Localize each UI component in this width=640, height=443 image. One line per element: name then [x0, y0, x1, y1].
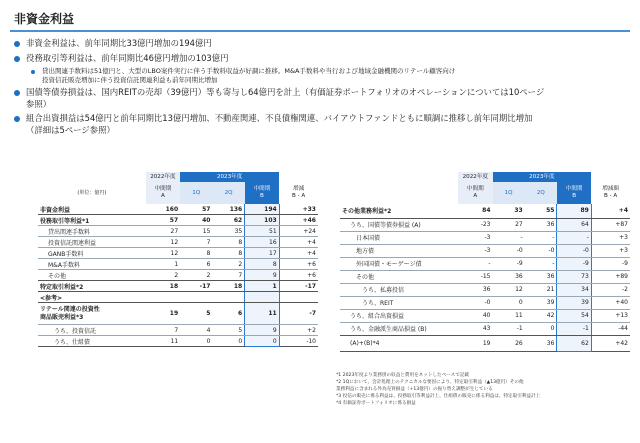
col-2q: 2Q	[525, 182, 557, 204]
footnote: 業務利益に含まれる外為売買損益（+13億円）の振り替え調整が生じている	[336, 387, 493, 392]
table-row: その他 -15 36 36 73 +89	[340, 270, 630, 283]
bullet-text: 参照）	[26, 98, 52, 109]
unit-label: (単位：億円)	[77, 189, 107, 196]
sub-bullet-text: 貸出関連手数料は51億円と、大型のLBO案件実行に伴う手数料収益が好調に推移。M&A手数料や当行および地域金融機関のリテール顧客向け	[42, 67, 456, 75]
col-b: 中間期 B	[245, 182, 279, 204]
table-row: リテール関連の投資性 商品販売利益*3 19 5 6 11 -7	[38, 303, 318, 325]
col-1q: 1Q	[493, 182, 525, 204]
bullet-text: 役務取引等利益は、前年同期比46億円増加の103億円	[26, 52, 229, 63]
table-row: 地方債 -3 -0 -0 -0 +3	[340, 244, 630, 257]
bullet-text: 非資金利益は、前年同期比33億円増加の194億円	[26, 38, 212, 48]
sub-bullet-text: 投資信託販売増加に伴う投資信託関連利益も前年同期比増加	[42, 76, 218, 84]
table-row: 貸出関連手数料 27 15 35 51 +24	[38, 226, 318, 237]
table-row: うち、金融派生商品損益 (B) 43 -1 0 -1 -44	[340, 322, 630, 335]
footnote: *1 2023年度より業務別の収益と費用をネットしたベースで記載	[336, 373, 469, 378]
year-cur: 2023年度	[180, 172, 279, 182]
year-cur: 2023年度	[493, 172, 592, 182]
col-a: 中間期 A	[458, 182, 492, 204]
table-row: (A)+(B)*4 19 26 36 62 +42	[340, 335, 630, 351]
left-table	[38, 172, 318, 347]
year-prev: 2022年度	[458, 172, 492, 182]
table-row: <参考>	[38, 292, 318, 303]
table-row: その他 2 2 7 9 +6	[38, 270, 318, 281]
col-2q: 2Q	[212, 182, 244, 204]
table-row: うち、私募投信 36 12 21 34 -2	[340, 283, 630, 296]
table-row: 外国国債・モーゲージ債 - -9 - -9 -9	[340, 257, 630, 270]
table-row: うち、投資信託 7 4 5 9 +2	[38, 325, 318, 336]
bullet-1	[12, 38, 630, 50]
table-row: うち、REIT -0 0 39 39 +40	[340, 296, 630, 309]
col-diff: 増減額 B - A	[602, 186, 620, 199]
footnote: *3 投信の販売に係る利益は、役務取引等利益計上、仕組債の販売に係る利益は、特定取引利益計上	[336, 394, 541, 399]
sub-bullet-1	[12, 67, 630, 85]
table-row: その他業務利益*2 84 33 55 89 +4	[340, 204, 630, 218]
col-a: 中間期 A	[146, 182, 180, 204]
page-title: 非資金利益	[14, 12, 75, 26]
col-1q: 1Q	[180, 182, 212, 204]
title-rule	[10, 30, 630, 32]
right-table	[340, 172, 630, 352]
table-row: うち、組合出資損益 40 11 42 54 +13	[340, 309, 630, 322]
bullet-4	[12, 113, 630, 136]
table-row: 特定取引利益*2 18 -17 18 1 -17	[40, 282, 316, 291]
bullet-text: （詳細は5ページ参照）	[26, 124, 115, 135]
table-row: うち、仕組債 11 0 0 0 -10	[38, 336, 318, 347]
bullet-2	[12, 53, 630, 65]
bullet-text: 国債等債券損益は、国内REITの売却（39億円）等も寄与し64億円を計上（有価証券ポートフォリオのオペレーションについては10ページ	[26, 87, 545, 97]
footnote: *2 1Qにおいて、会計処理上のテクニカルな要因により、特定取引利益（▲13億円）その他	[336, 380, 524, 385]
bullet-text: 組合出資損益は54億円と前年同期比13億円増加、不動産関連、不良債権関連、バイアウトファンドともに順調に推移し前年同期比増加	[26, 113, 533, 123]
footnote: *4 有価証券ポートフォリオに係る損益	[336, 401, 416, 406]
table-row: GANB手数料 12 8 8 17 +4	[38, 248, 318, 259]
year-prev: 2022年度	[146, 172, 180, 182]
bullet-list	[12, 38, 630, 139]
table-row: 非資金利益 160 57 136 194 +33	[40, 205, 316, 214]
col-diff: 増減 B - A	[291, 186, 306, 199]
table-row: うち、国債等債券損益 (A) -23 27 36 64 +87	[340, 218, 630, 231]
col-b: 中間期 B	[557, 182, 591, 204]
table-row: 日本国債 -3 - - - +3	[340, 231, 630, 244]
footnotes	[336, 372, 636, 407]
bullet-3	[12, 87, 630, 110]
table-row: 投資信託関連利益 12 7 8 16 +4	[38, 237, 318, 248]
table-row: 役務取引等利益*1 57 40 62 103 +46	[40, 216, 316, 225]
table-row: M&A手数料 1 6 2 8 +6	[38, 259, 318, 270]
